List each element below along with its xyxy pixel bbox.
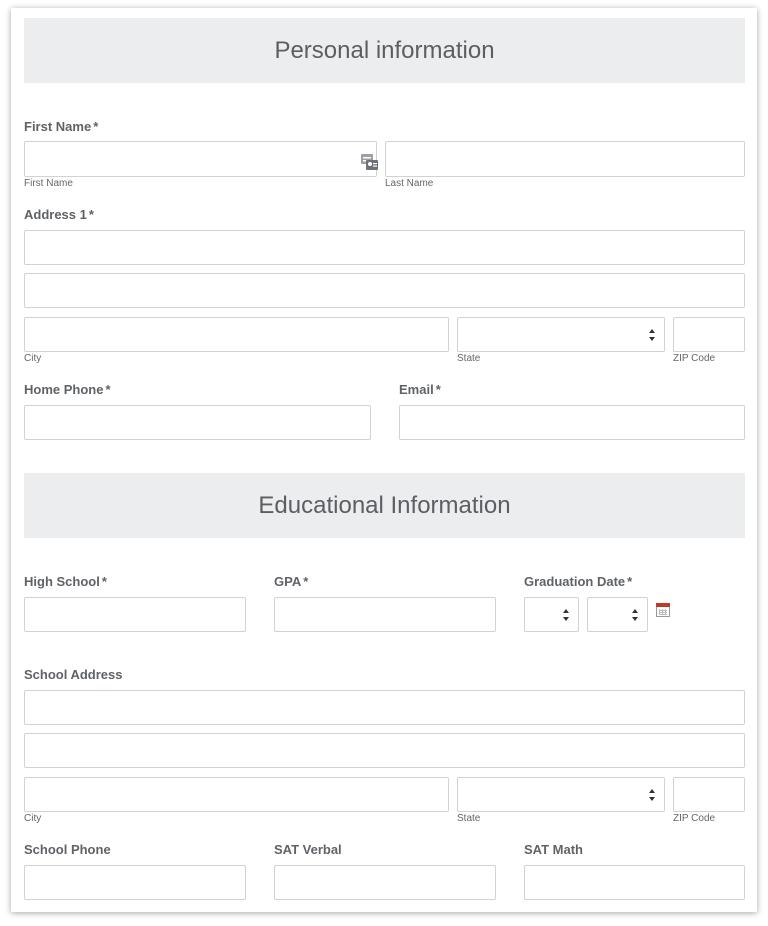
school-address-line1-input[interactable] xyxy=(24,690,745,725)
select-caret-icon xyxy=(649,789,655,801)
first-name-input[interactable] xyxy=(24,141,377,177)
personal-info-title: Personal information xyxy=(274,36,495,64)
school-zip-input[interactable] xyxy=(673,777,745,812)
school-city-sublabel: City xyxy=(24,813,42,824)
gpa-label: GPA * xyxy=(274,574,309,589)
school-state-sublabel: State xyxy=(457,813,481,824)
calendar-icon[interactable] xyxy=(656,603,670,617)
zip-input[interactable] xyxy=(673,317,745,352)
email-input[interactable] xyxy=(399,405,745,440)
graduation-month-select[interactable] xyxy=(524,597,579,632)
sat-verbal-input[interactable] xyxy=(274,865,496,900)
select-caret-icon xyxy=(632,609,638,621)
educational-info-title: Educational Information xyxy=(258,491,511,519)
state-sublabel: State xyxy=(457,353,481,364)
home-phone-input[interactable] xyxy=(24,405,371,440)
school-city-input[interactable] xyxy=(24,777,449,812)
state-select[interactable] xyxy=(457,317,665,352)
educational-info-header xyxy=(24,473,745,538)
high-school-label: High School * xyxy=(24,574,107,589)
home-phone-label: Home Phone * xyxy=(24,382,111,397)
graduation-date-label: Graduation Date * xyxy=(524,574,633,589)
address-line1-input[interactable] xyxy=(24,230,745,265)
city-sublabel: City xyxy=(24,353,42,364)
school-address-line2-input[interactable] xyxy=(24,733,745,768)
personal-info-header xyxy=(24,18,745,83)
sat-verbal-label: SAT Verbal xyxy=(274,842,342,857)
first-name-sublabel: First Name xyxy=(24,178,73,189)
school-phone-input[interactable] xyxy=(24,865,246,900)
zip-sublabel: ZIP Code xyxy=(673,353,716,364)
sat-math-label: SAT Math xyxy=(524,842,583,857)
contact-card-icon[interactable] xyxy=(361,154,378,170)
email-label: Email * xyxy=(399,382,441,397)
high-school-input[interactable] xyxy=(24,597,246,632)
sat-math-input[interactable] xyxy=(524,865,745,900)
address-line2-input[interactable] xyxy=(24,273,745,308)
school-address-label: School Address xyxy=(24,667,123,682)
city-input[interactable] xyxy=(24,317,449,352)
first-name-label: First Name * xyxy=(24,119,99,134)
school-state-select[interactable] xyxy=(457,777,665,812)
address-label: Address 1 * xyxy=(24,207,94,222)
gpa-input[interactable] xyxy=(274,597,496,632)
last-name-input[interactable] xyxy=(385,141,745,177)
last-name-sublabel: Last Name xyxy=(385,178,434,189)
select-caret-icon xyxy=(563,609,569,621)
school-phone-label: School Phone xyxy=(24,842,111,857)
graduation-year-select[interactable] xyxy=(587,597,648,632)
school-zip-sublabel: ZIP Code xyxy=(673,813,716,824)
select-caret-icon xyxy=(649,329,655,341)
